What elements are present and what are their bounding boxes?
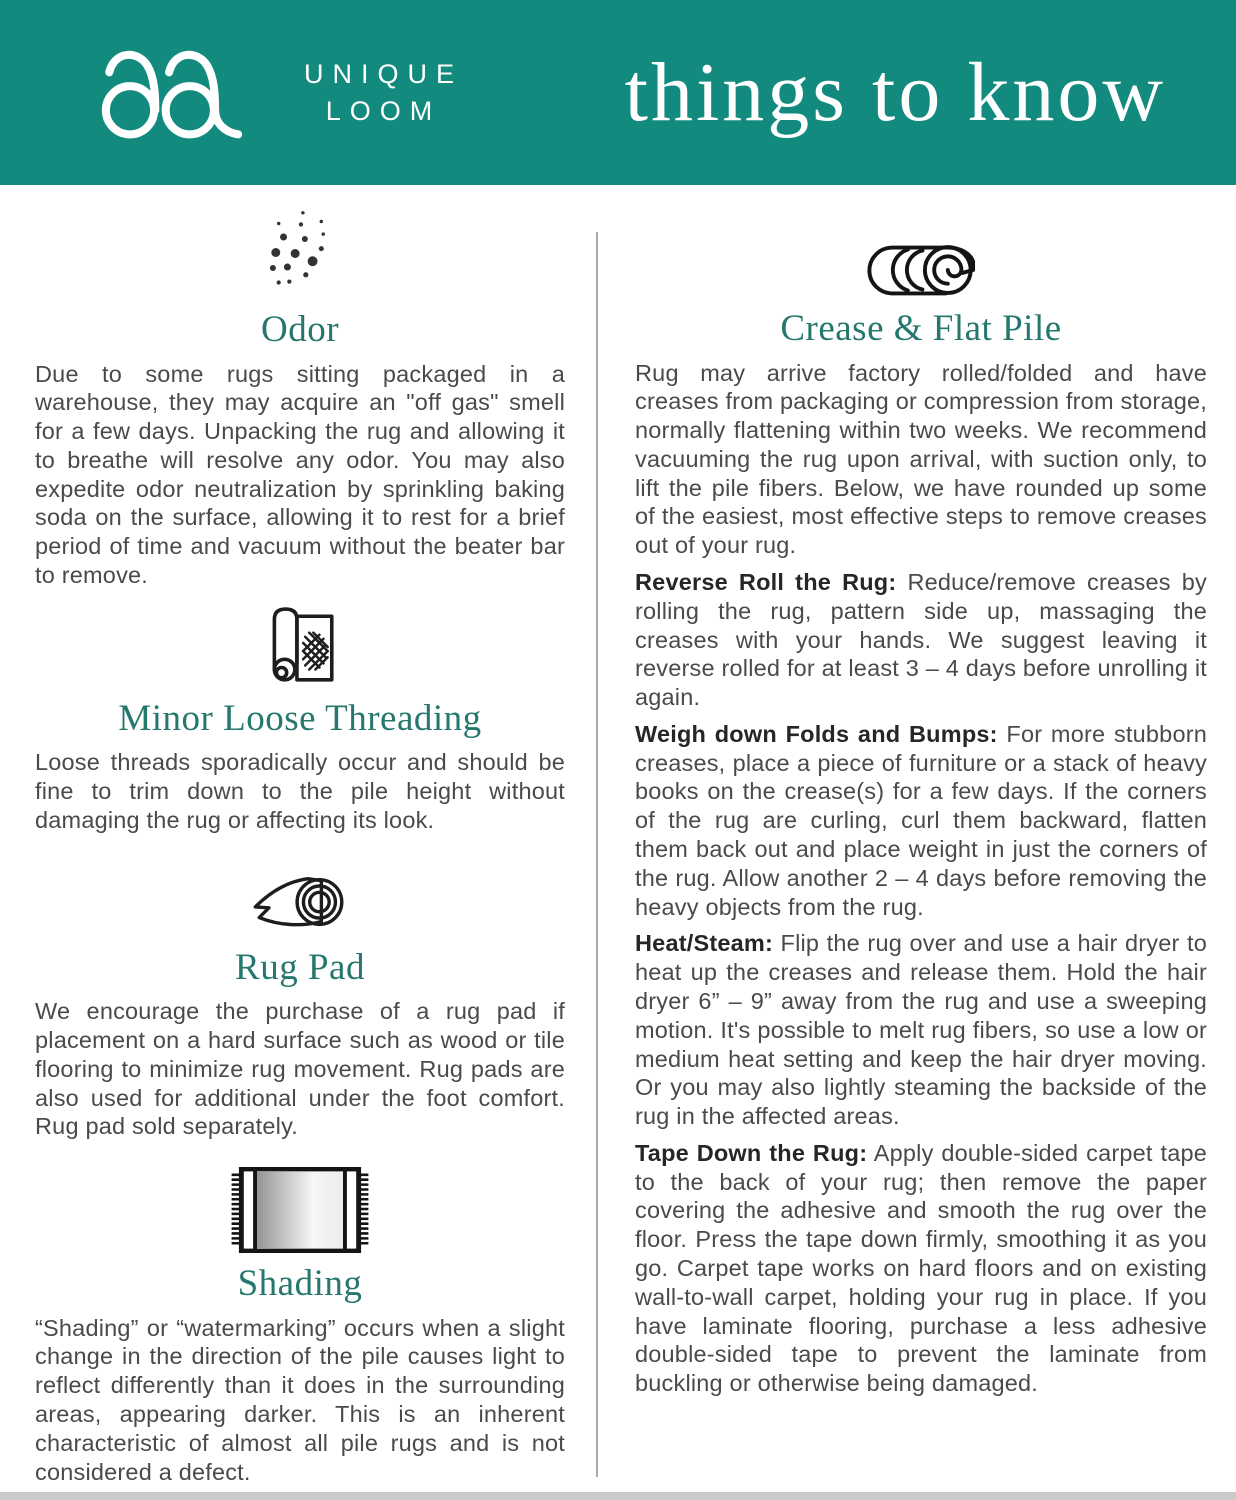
tip-reverse-roll-text: Reduce/remove creases by rolling the rug, pattern side up, massaging the creases with your hands. We suggest leaving it reverse rolled for at least 3 – 4 days before unrolling it again. — [635, 569, 1207, 711]
tip-reverse-roll-label: Reverse Roll the Rug: — [635, 569, 897, 596]
brand-line1: UNIQUE — [304, 59, 464, 90]
left-column — [35, 185, 565, 1486]
section-heading-rugpad: Rug Pad — [235, 946, 365, 988]
tip-heat-steam-text: Flip the rug over and use a hair dryer to heat up the creases and release them. Hold the hair dryer 6” – 9” away from the rug and use a sweeping motion. It's possible to melt rug fibers, so use a low or medium heat setting and keep the hair dryer moving. Or you may also lightly steaming the backside of the rug in the affected areas. — [635, 930, 1208, 1130]
shaded-rug-icon — [35, 1167, 565, 1253]
unique-loom-logo-icon — [95, 47, 280, 139]
section-heading-shading: Shading — [237, 1263, 363, 1305]
right-column — [635, 185, 1207, 1398]
rolled-rug-side-icon — [635, 243, 1207, 298]
tip-weigh-down-text: For more stubborn creases, place a piece of furniture or a stack of heavy books on the crease(s) for a few days. If the corners of the rug are curling, curl them backward, flatten them back out and place weight in just the corners of the rug. Allow another 2 – 4 days before removing the heavy objects from the rug. — [635, 720, 1208, 920]
section-crease — [635, 243, 1207, 1398]
tip-tape-down-text: Apply double-sided carpet tape to the back of your rug; then remove the paper covering the adhesive and smooth the rug over the floor. Press the tape down firmly, smoothing it as you go. Carpet tape works on hard floors and on existing wall-to-wall carpet, holding your rug in place. If you have laminate flooring, purchase a less adhesive double-sided tape to prevent the laminate from buckling or otherwise being damaged. — [635, 1139, 1207, 1397]
section-body-shading: “Shading” or “watermarking” occurs when a slight change in the direction of the pile causes light to reflect differently than it does in the surrounding areas, appearing darker. This is an inherent characteristic of almost all pile rugs and is not considered a defect. — [35, 1314, 565, 1485]
section-threading — [35, 606, 565, 835]
column-divider — [596, 232, 598, 1477]
section-heading-odor: Odor — [260, 309, 340, 350]
rug-pad-roll-icon — [35, 869, 565, 937]
tip-reverse-roll — [635, 568, 1207, 712]
header-banner — [0, 0, 1236, 185]
tip-heat-steam — [635, 929, 1207, 1130]
section-intro-crease: Rug may arrive factory rolled/folded and have creases from packaging or compression from storage, normally flattening within two weeks. We recommend vacuuming the rug upon arrival, with suction only, to lift the pile fibers. Below, we have rounded up some of the easiest, most effective steps to remove creases out of your rug. — [635, 359, 1207, 559]
section-body-rugpad: We encourage the purchase of a rug pad if placement on a hard surface such as wood or tile flooring to minimize rug movement. Rug pads are also used for additional under the foot comfort. Rug pad sold separately. — [35, 998, 565, 1140]
tip-tape-down — [635, 1139, 1207, 1398]
brand-block — [95, 47, 463, 139]
brand-wordmark — [304, 56, 463, 129]
tip-weigh-down-label: Weigh down Folds and Bumps: — [635, 720, 998, 747]
section-heading-threading: Minor Loose Threading — [118, 697, 482, 739]
rolled-rug-crosshatch-icon — [35, 606, 565, 688]
brand-line2: LOOM — [325, 95, 442, 126]
section-shading — [35, 1167, 565, 1486]
section-body-odor: Due to some rugs sitting packaged in a warehouse, they may acquire an "off gas" smell for a few days. Unpacking the rug and allowing it to breathe will resolve any odor. You may also expedite odor neutralization by sprinkling baking soda on the surface, allowing it to rest for a brief period of time and vacuum without the beater bar to remove. — [35, 360, 565, 589]
tip-tape-down-label: Tape Down the Rug: — [635, 1139, 868, 1166]
section-rugpad — [35, 869, 565, 1141]
content-area — [0, 185, 1236, 1486]
odor-particles-icon — [35, 207, 565, 299]
page-title: things to know — [624, 46, 1166, 139]
tip-weigh-down — [635, 720, 1207, 921]
page-bottom-edge — [0, 1492, 1236, 1500]
section-body-threading: Loose threads sporadically occur and should be fine to trim down to the pile height without damaging the rug or affecting its look. — [35, 749, 565, 833]
section-heading-crease: Crease & Flat Pile — [780, 308, 1062, 349]
tip-heat-steam-label: Heat/Steam: — [635, 930, 774, 957]
section-odor — [35, 207, 565, 590]
